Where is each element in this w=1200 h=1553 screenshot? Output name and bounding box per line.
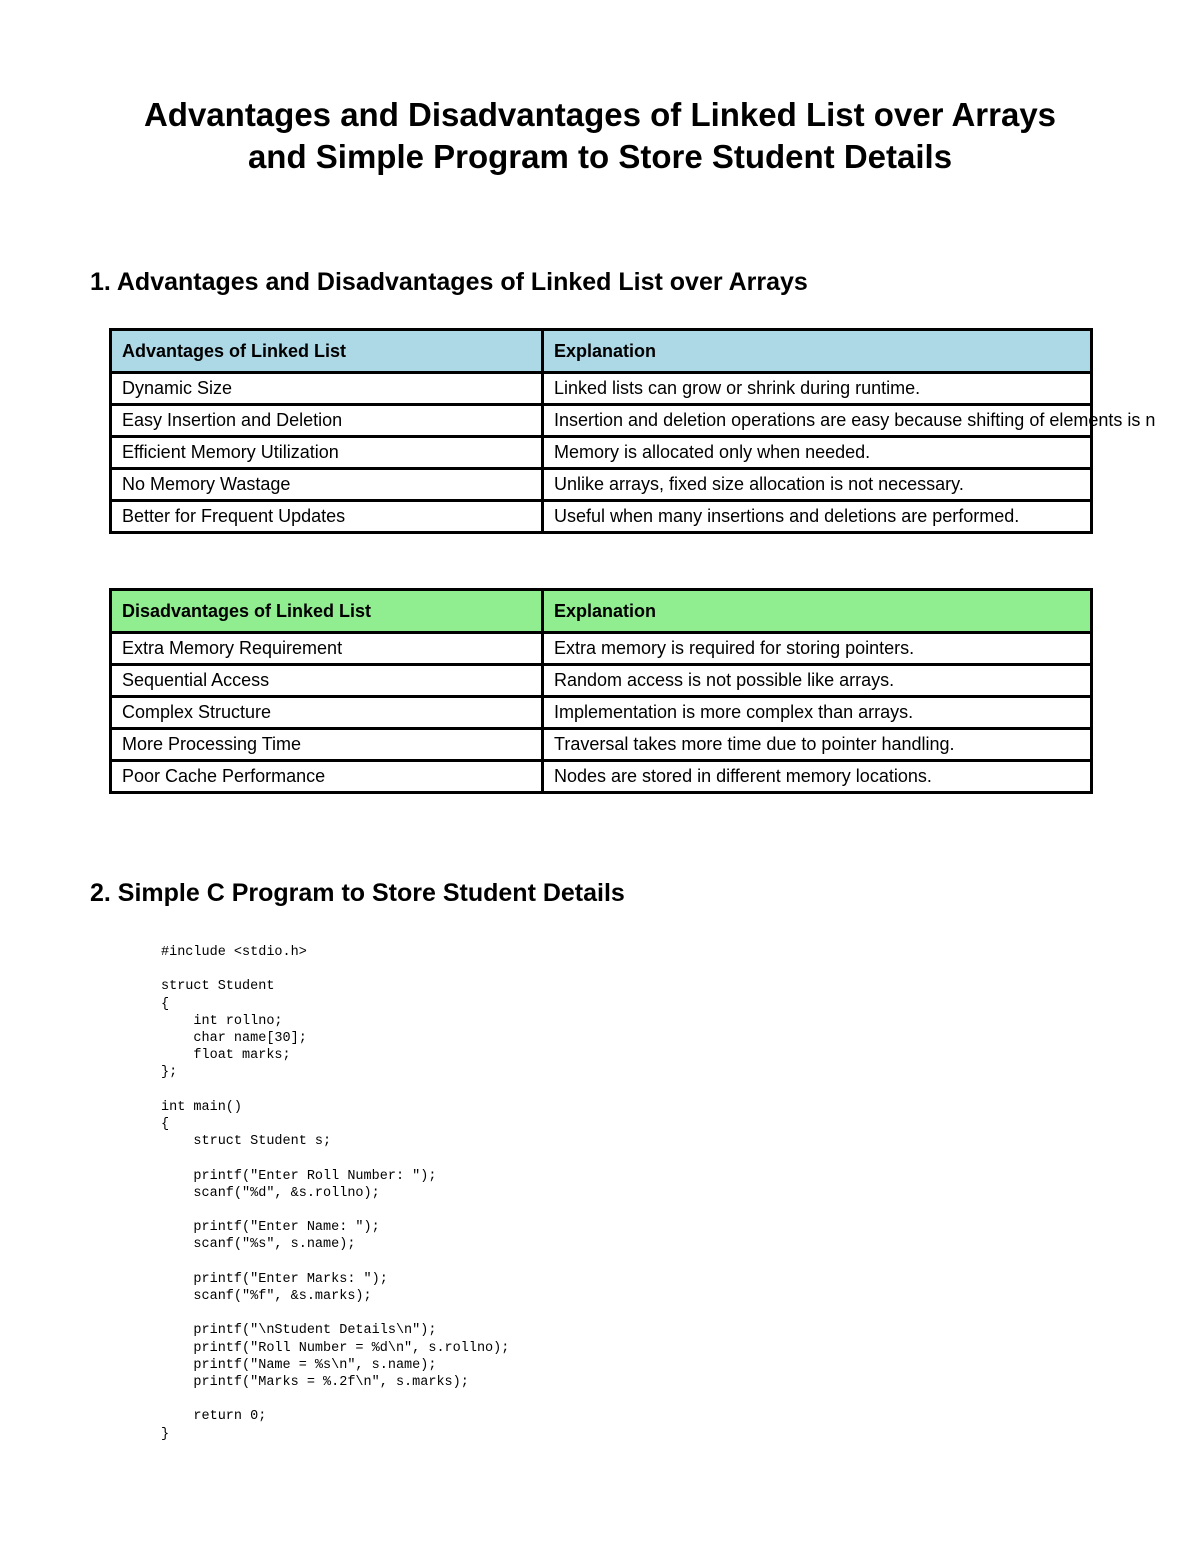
disadvantages-column-header: Disadvantages of Linked List: [111, 590, 543, 633]
explanation-cell: Memory is allocated only when needed.: [543, 437, 1092, 469]
table-row: [111, 373, 1092, 405]
advantage-cell: Efficient Memory Utilization: [111, 437, 543, 469]
advantage-cell: Easy Insertion and Deletion: [111, 405, 543, 437]
explanation-cell: Random access is not possible like arrays.: [543, 665, 1092, 697]
table-row: [111, 697, 1092, 729]
table-row: [111, 501, 1092, 533]
c-program-code-block: #include <stdio.h> struct Student { int rollno; char name[30]; float marks; }; int main() { struct Student s; printf("Enter Roll Number: "); scanf("%d", &s.rollno); printf("Enter Name: "); scanf("%s", s.name); printf("Enter Marks: "); scanf("%f", &s.marks); printf("\nStudent Details\n"); printf("Roll Number = %d\n", s.rollno); printf("Name = %s\n", s.name); printf("Marks = %.2f\n", s.marks); return 0; }: [161, 945, 510, 1442]
disadvantage-cell: Complex Structure: [111, 697, 543, 729]
table-row: [111, 761, 1092, 793]
advantage-cell: Better for Frequent Updates: [111, 501, 543, 533]
table-row: [111, 665, 1092, 697]
explanation-cell: Insertion and deletion operations are easy because shifting of elements is n: [543, 405, 1092, 437]
explanation-cell: Nodes are stored in different memory locations.: [543, 761, 1092, 793]
explanation-column-header: Explanation: [543, 330, 1092, 373]
explanation-cell: Linked lists can grow or shrink during runtime.: [543, 373, 1092, 405]
section-1-heading: 1. Advantages and Disadvantages of Linked List over Arrays: [90, 268, 808, 296]
explanation-cell: Useful when many insertions and deletions are performed.: [543, 501, 1092, 533]
explanation-column-header: Explanation: [543, 590, 1092, 633]
section-2-heading: 2. Simple C Program to Store Student Details: [90, 879, 625, 907]
advantages-table: [109, 328, 1156, 534]
explanation-cell: Implementation is more complex than arrays.: [543, 697, 1092, 729]
document-title-line-1: Advantages and Disadvantages of Linked List over Arrays: [143, 96, 1057, 133]
advantages-column-header: Advantages of Linked List: [111, 330, 543, 373]
disadvantage-cell: More Processing Time: [111, 729, 543, 761]
explanation-cell: Unlike arrays, fixed size allocation is not necessary.: [543, 469, 1092, 501]
table-row: [111, 469, 1092, 501]
table-row: [111, 633, 1092, 665]
table-row: [111, 405, 1092, 437]
document-title: [0, 94, 1200, 178]
disadvantage-cell: Extra Memory Requirement: [111, 633, 543, 665]
table-row: [111, 729, 1092, 761]
advantages-header-row: [111, 330, 1092, 373]
explanation-cell: Traversal takes more time due to pointer handling.: [543, 729, 1092, 761]
disadvantage-cell: Sequential Access: [111, 665, 543, 697]
document-title-line-2: and Simple Program to Store Student Details: [247, 138, 953, 175]
advantage-cell: Dynamic Size: [111, 373, 543, 405]
table-row: [111, 437, 1092, 469]
disadvantages-header-row: [111, 590, 1092, 633]
disadvantages-table: [109, 588, 1093, 794]
explanation-cell: Extra memory is required for storing pointers.: [543, 633, 1092, 665]
advantage-cell: No Memory Wastage: [111, 469, 543, 501]
disadvantage-cell: Poor Cache Performance: [111, 761, 543, 793]
